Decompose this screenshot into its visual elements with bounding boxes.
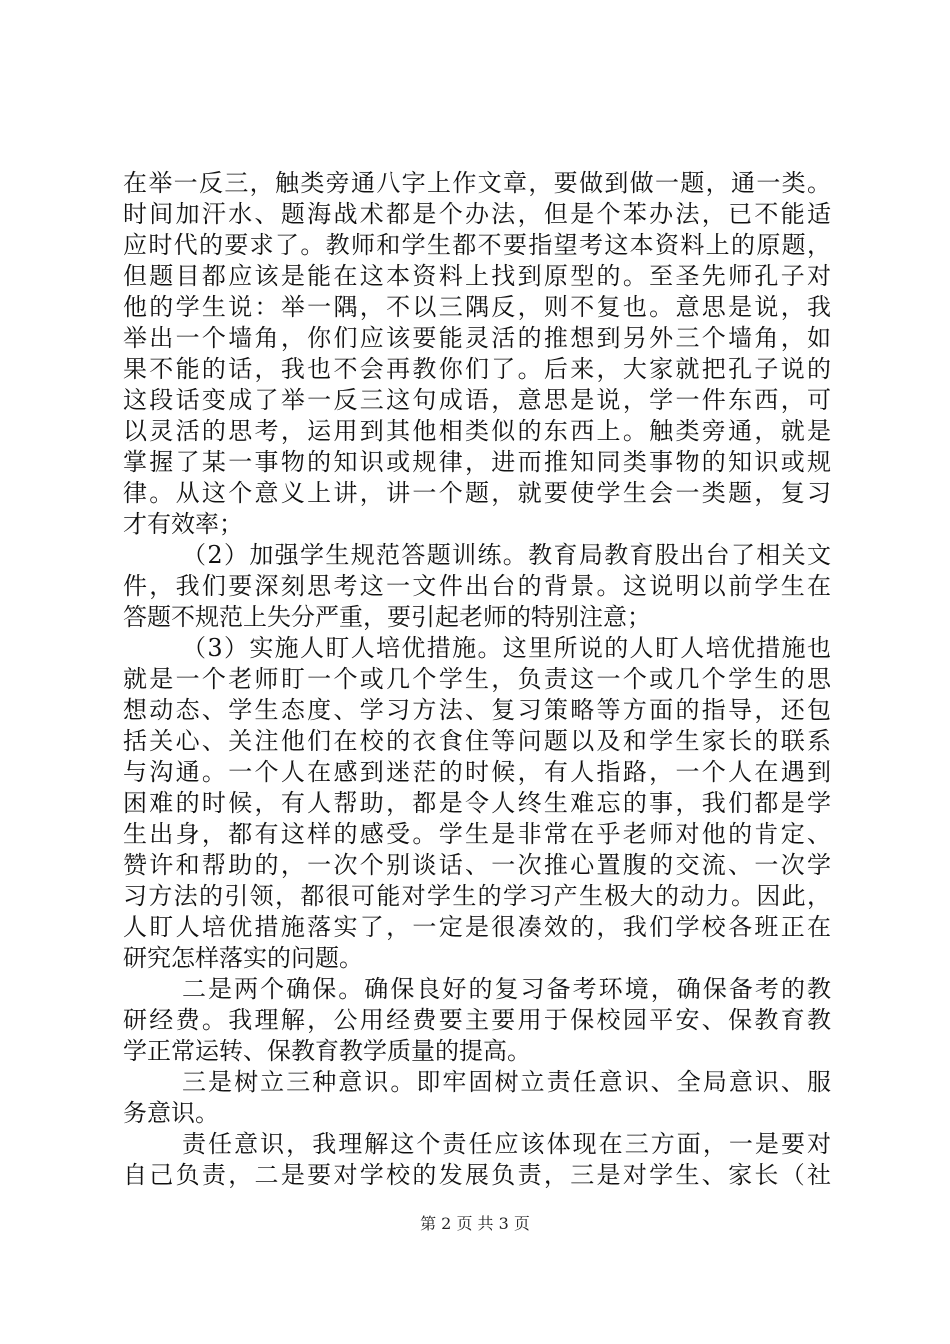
text-line: 三是树立三种意识。即牢固树立责任意识、全局意识、服 [182, 1068, 831, 1096]
page-footer: 第 2 页 共 3 页 [420, 1214, 530, 1233]
text-line: 时间加汗水、题海战术都是个办法，但是个苯办法，已不能适 [123, 200, 831, 228]
text-line: 研究怎样落实的问题。 [123, 944, 363, 972]
text-line: 他的学生说：举一隅，不以三隅反，则不复也。意思是说，我 [123, 293, 831, 321]
text-line: （3）实施人盯人培优措施。这里所说的人盯人培优措施也 [182, 634, 831, 662]
text-line: 答题不规范上失分严重，要引起老师的特别注意； [123, 603, 651, 631]
text-line: 就是一个老师盯一个或几个学生，负责这一个或几个学生的思 [123, 665, 831, 693]
document-body [123, 168, 831, 1191]
text-line: 以灵活的思考，运用到其他相类似的东西上。触类旁通，就是 [123, 417, 831, 445]
text-line: 二是两个确保。确保良好的复习备考环境，确保备考的教 [182, 975, 831, 1003]
text-line: 务意识。 [123, 1099, 219, 1127]
text-line: 果不能的话，我也不会再教你们了。后来，大家就把孔子说的 [123, 355, 831, 383]
text-line: 赞许和帮助的，一次个别谈话、一次推心置腹的交流、一次学 [123, 851, 831, 879]
text-line: （2）加强学生规范答题训练。教育局教育股出台了相关文 [182, 541, 831, 569]
text-line: 研经费。我理解，公用经费要主要用于保校园平安、保教育教 [123, 1006, 831, 1034]
text-line: 自己负责，二是要对学校的发展负责，三是对学生、家长（社 [123, 1161, 831, 1189]
text-line: 括关心、关注他们在校的衣食住等问题以及和学生家长的联系 [123, 727, 831, 755]
text-line: 应时代的要求了。教师和学生都不要指望考这本资料上的原题， [123, 231, 831, 259]
text-line: 举出一个墙角，你们应该要能灵活的推想到另外三个墙角，如 [123, 324, 831, 352]
text-line: 在举一反三，触类旁通八字上作文章，要做到做一题，通一类。 [123, 169, 831, 197]
text-line: 困难的时候，有人帮助，都是令人终生难忘的事，我们都是学 [123, 789, 831, 817]
text-line: 想动态、学生态度、学习方法、复习策略等方面的指导，还包 [123, 696, 831, 724]
text-line: 责任意识，我理解这个责任应该体现在三方面，一是要对 [182, 1130, 831, 1158]
text-line: 生出身，都有这样的感受。学生是非常在乎老师对他的肯定、 [123, 820, 831, 848]
text-line: 与沟通。一个人在感到迷茫的时候，有人指路，一个人在遇到 [123, 758, 831, 786]
text-line: 这段话变成了举一反三这句成语，意思是说，学一件东西，可 [123, 386, 831, 414]
text-line: 才有效率； [123, 510, 243, 538]
text-line: 掌握了某一事物的知识或规律，进而推知同类事物的知识或规 [123, 448, 831, 476]
text-line: 但题目都应该是能在这本资料上找到原型的。至圣先师孔子对 [123, 262, 831, 290]
text-line: 习方法的引领，都很可能对学生的学习产生极大的动力。因此， [123, 882, 831, 910]
text-line: 律。从这个意义上讲，讲一个题，就要使学生会一类题，复习 [123, 479, 831, 507]
text-line: 件，我们要深刻思考这一文件出台的背景。这说明以前学生在 [123, 572, 831, 600]
text-line: 人盯人培优措施落实了，一定是很凑效的，我们学校各班正在 [123, 913, 831, 941]
text-line: 学正常运转、保教育教学质量的提高。 [123, 1037, 531, 1065]
